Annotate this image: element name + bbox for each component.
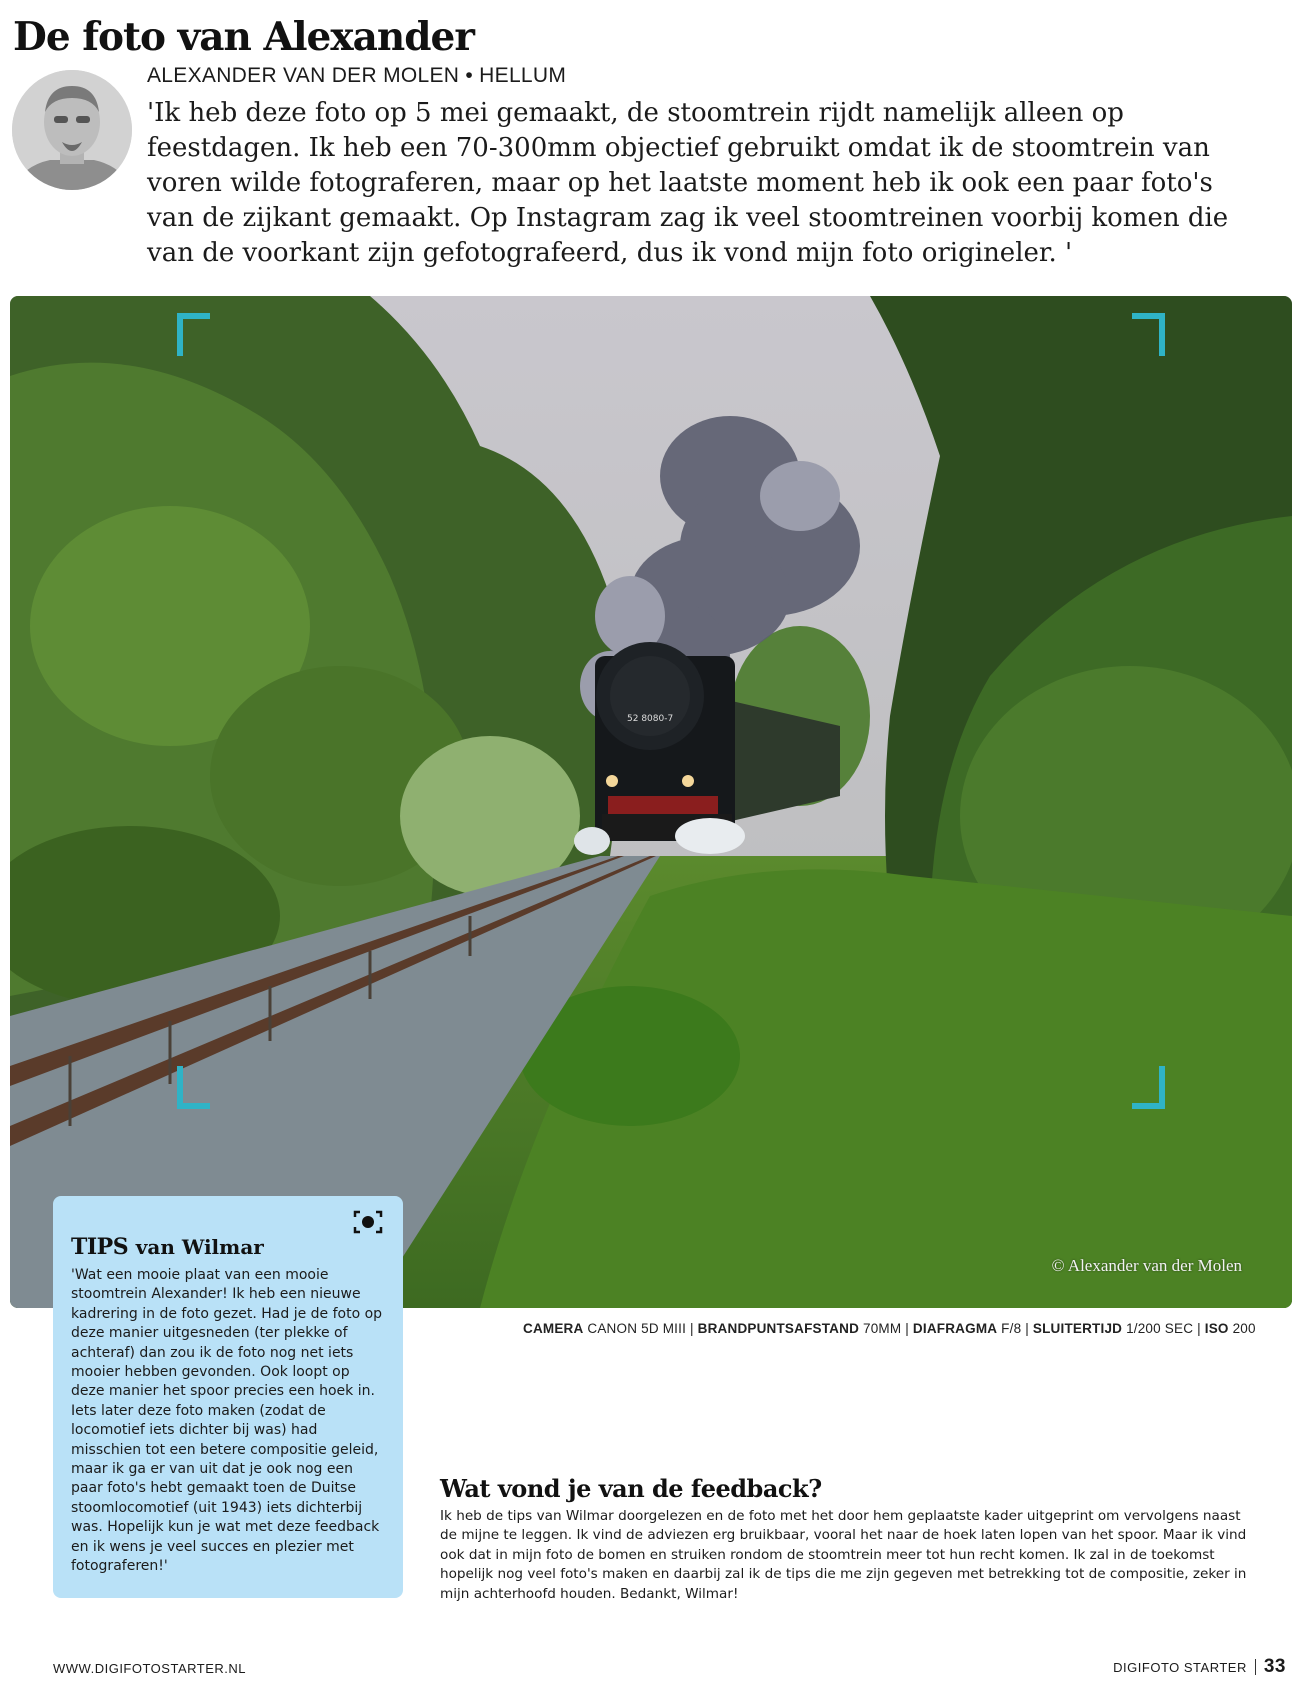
locomotive-number: 52 8080-7 (627, 714, 674, 724)
page-number: 33 (1263, 1656, 1286, 1677)
feedback-title: Wat vond je van de feedback? (440, 1474, 822, 1503)
featured-photo (10, 296, 1292, 1308)
tips-heading: TIPS van Wilmar (71, 1234, 264, 1260)
footer-divider (1255, 1659, 1256, 1675)
article-title: De foto van Alexander (13, 14, 474, 60)
camera-focus-icon (353, 1210, 383, 1238)
footer-magazine (1113, 1656, 1286, 1678)
camera-specs: CAMERA CANON 5D MIII | BRANDPUNTSAFSTAND 70MM | DIAFRAGMA F/8 | SLUITERTIJD 1/200 SEC | ISO 200 (523, 1321, 1256, 1336)
feedback-text: Ik heb de tips van Wilmar doorgelezen en de foto met het door hem geplaatste kader uitgeprint om vervolgens naast de mijne te leggen. Ik vind de adviezen erg bruikbaar, vooral het naar de hoek laten lopen van het spoor. Maar ik vind ook dat in mijn foto de bomen en struiken rondom de stoomtrein meer tot hun recht komen. Ik zal in de toekomst hopelijk nog veel foto's maken en daarbij zal ik de tips die me zijn gegeven met betrekking tot de compositie, zeker in mijn achterhoofd houden. Bedankt, Wilmar! (440, 1508, 1247, 1602)
photo-credit: © Alexander van der Molen (1051, 1256, 1242, 1275)
steam-locomotive (595, 642, 735, 841)
author-avatar (12, 70, 132, 190)
author-byline: ALEXANDER VAN DER MOLEN • HELLUM (147, 64, 567, 87)
tips-box (53, 1196, 403, 1598)
author-quote: 'Ik heb deze foto op 5 mei gemaakt, de stoomtrein rijdt namelijk alleen op feestdagen. Ik heb een 70-300mm objectief gebruikt omdat ik de stoomtrein van voren wilde fotograferen, maar op het laatste moment heb ik ook een paar foto's van de zijkant gemaakt. Op Instagram zag ik veel stoomtreinen voorbij komen die van de voorkant zijn gefotografeerd, dus ik vond mijn foto origineler. ' (147, 98, 1229, 268)
magazine-name: DIGIFOTO STARTER (1113, 1659, 1247, 1675)
footer-website: WWW.DIGIFOTOSTARTER.NL (53, 1661, 246, 1676)
tips-text: 'Wat een mooie plaat van een mooie stoomtrein Alexander! Ik heb een nieuwe kadrering in de foto gezet. Had je de foto op deze manier uitgesneden (ter plekke of achteraf) dan zou ik de foto nog net iets mooier hebben gevonden. Ook loopt op deze manier het spoor precies een hoek in. Iets later deze foto maken (zodat de locomotief iets dichter bij was) had misschien tot een betere compositie geleid, maar ik ga er van uit dat je ook nog een paar foto's hebt gemaakt toen de Duitse stoomlocomotief (uit 1943) iets dichterbij was. Hopelijk kun je wat met deze feedback en ik wens je veel succes en plezier met fotograferen!' (71, 1267, 383, 1575)
